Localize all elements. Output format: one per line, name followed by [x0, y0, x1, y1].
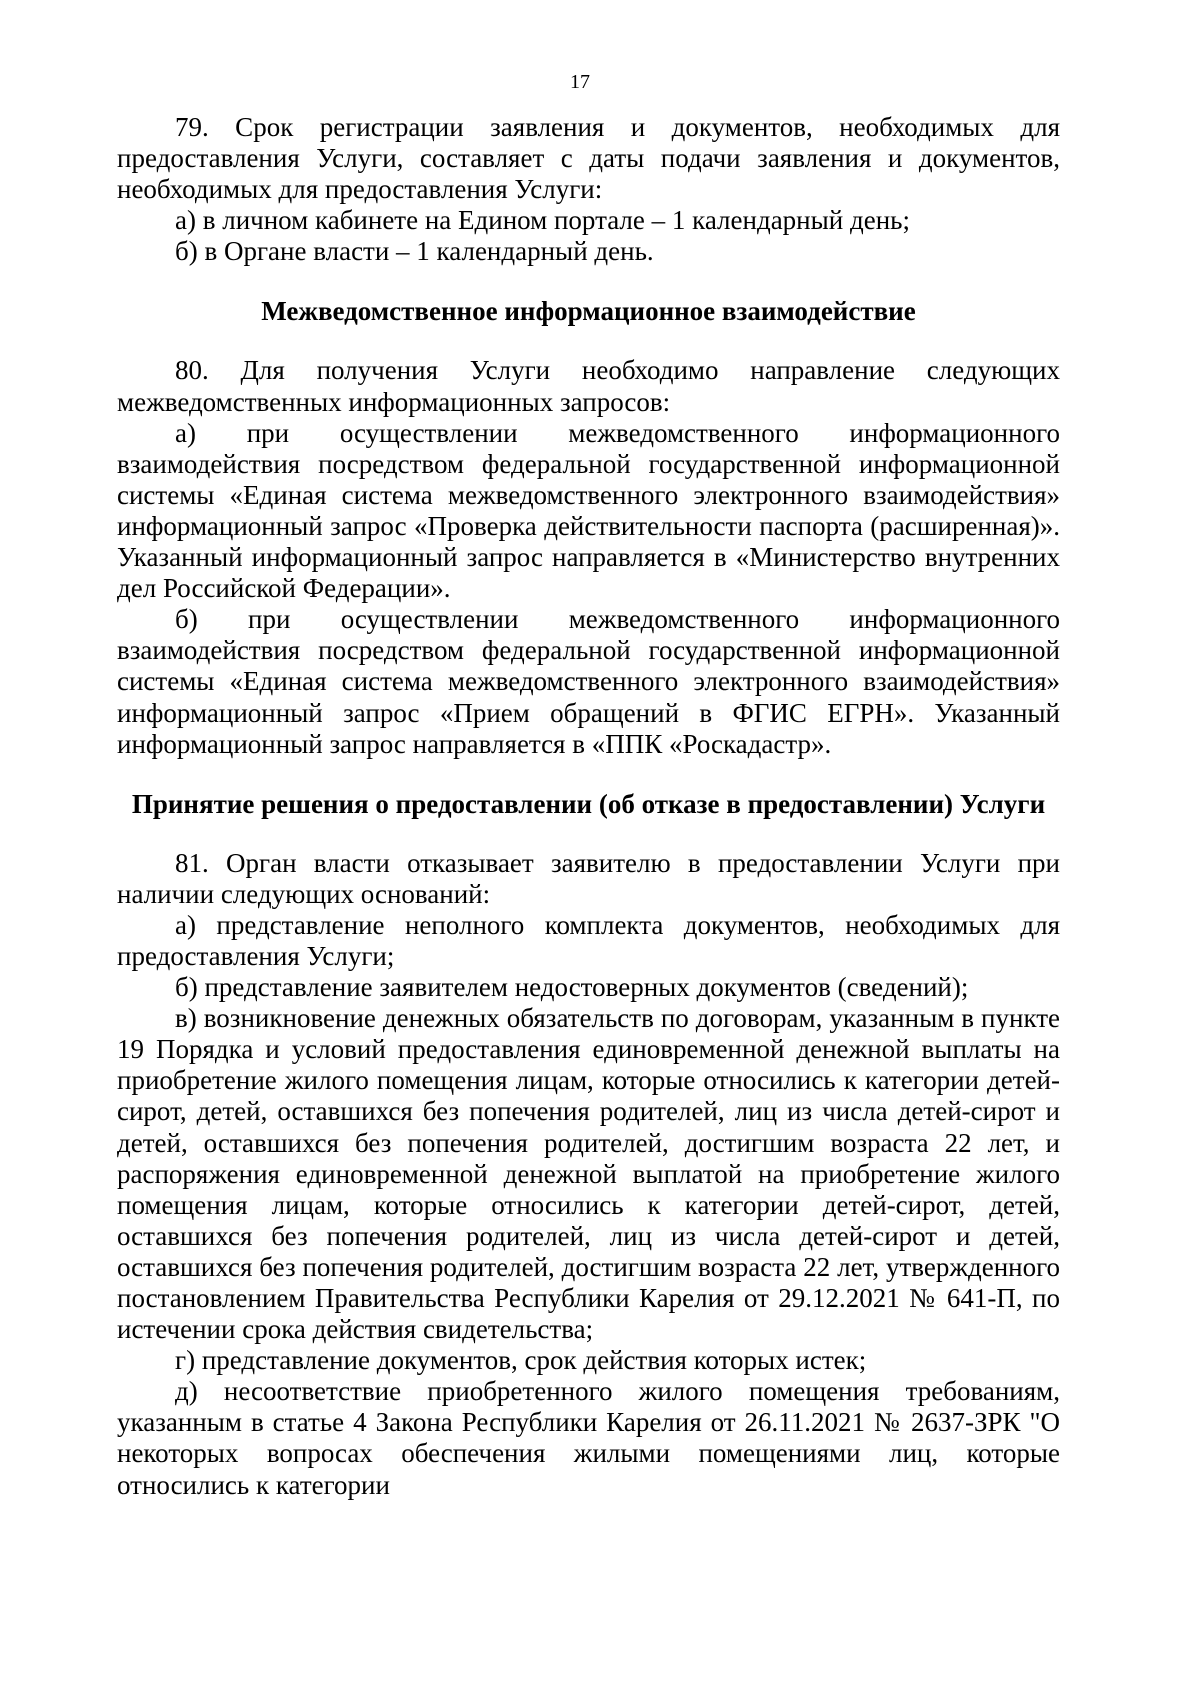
paragraph-80: 80. Для получения Услуги необходимо направление следующих межведомственных информационных запросов: [117, 355, 1060, 417]
paragraph-79-b: б) в Органе власти – 1 календарный день. [175, 236, 654, 267]
paragraph-81-v: в) возникновение денежных обязательств по договорам, указанным в пункте 19 Порядка и условий предоставления единовременной денежной выплаты на приобретение жилого помещения лицам, которые относились к категории детей-сирот, детей, оставшихся без попечения родителей, лиц из числа детей-сирот и детей, оставшихся без попечения родителей, достигшим возраста 22 лет, и распоряжения единовременной денежной выплатой на приобретение жилого помещения лицам, которые относились к категории детей-сирот, детей, оставшихся без попечения родителей, лиц из числа детей-сирот и детей, оставшихся без попечения родителей, достигшим возраста 22 лет, утвержденного постановлением Правительства Республики Карелия от 29.12.2021 № 641-П, по истечении срока действия свидетельства; [117, 1003, 1060, 1345]
paragraph-79: 79. Срок регистрации заявления и документов, необходимых для предоставления Услуги, составляет с даты подачи заявления и документов, необходимых для предоставления Услуги: [117, 112, 1060, 205]
paragraph-80-a: а) при осуществлении межведомственного информационного взаимодействия посредством федеральной государственной информационной системы «Единая система межведомственного электронного взаимодействия» информационный запрос «Проверка действительности паспорта (расширенная)». Указанный информационный запрос направляется в «Министерство внутренних дел Российской Федерации». [117, 417, 1060, 604]
paragraph-79-a: а) в личном кабинете на Едином портале – 1 календарный день; [175, 205, 910, 236]
paragraph-81-d: д) несоответствие приобретенного жилого помещения требованиям, указанным в статье 4 Закона Республики Карелия от 26.11.2021 № 2637-ЗРК "О некоторых вопросах обеспечения жилыми помещениями лиц, которые относились к категории [117, 1376, 1060, 1500]
paragraph-81-g: г) представление документов, срок действия которых истек; [175, 1345, 867, 1376]
document-body [117, 112, 1060, 1501]
page-number: 17 [570, 71, 590, 93]
paragraph-80-b: б) при осуществлении межведомственного информационного взаимодействия посредством федеральной государственной информационной системы «Единая система межведомственного электронного взаимодействия» информационный запрос «Прием обращений в ФГИС ЕГРН». Указанный информационный запрос направляется в «ППК «Роскадастр». [117, 604, 1060, 759]
paragraph-81-b: б) представление заявителем недостоверных документов (сведений); [175, 972, 969, 1003]
paragraph-81-a: а) представление неполного комплекта документов, необходимых для предоставления Услуги; [117, 909, 1060, 971]
section-heading-decision: Принятие решения о предоставлении (об отказе в предоставлении) Услуги [131, 788, 1046, 819]
section-heading-interagency: Межведомственное информационное взаимодействие [261, 296, 916, 327]
paragraph-81: 81. Орган власти отказывает заявителю в предоставлении Услуги при наличии следующих оснований: [117, 847, 1060, 909]
